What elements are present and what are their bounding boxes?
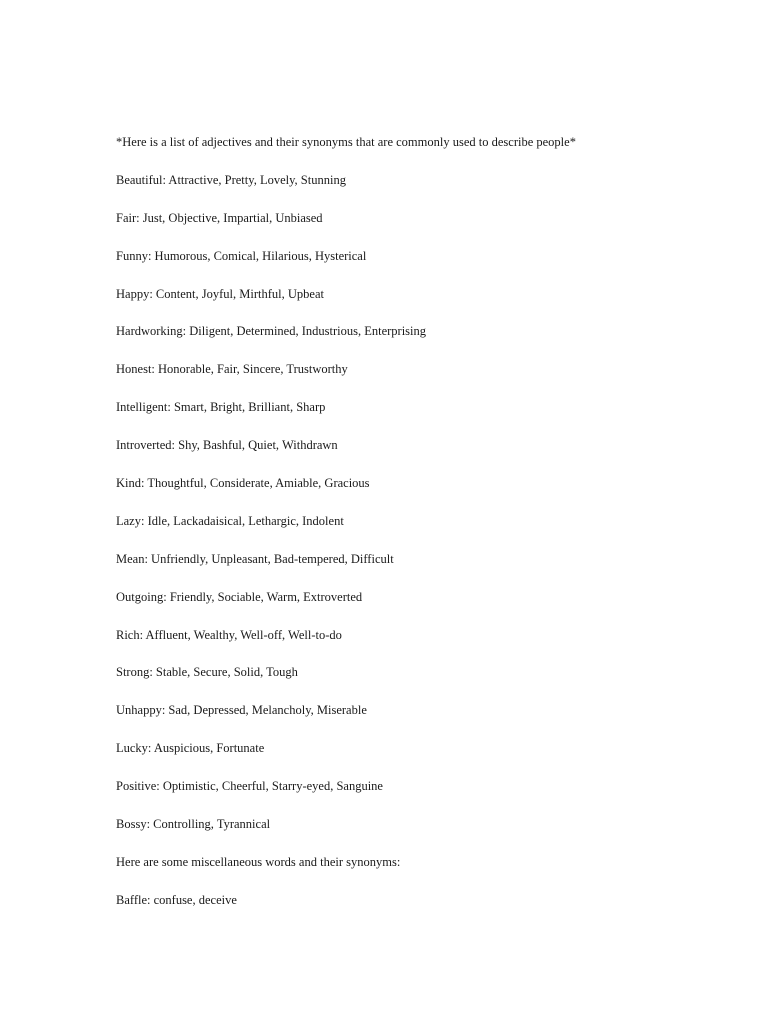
intro-text: *Here is a list of adjectives and their synonyms that are commonly used to describe people* [116,135,576,149]
misc-heading: Here are some miscellaneous words and their synonyms: [116,854,401,869]
synonym-entry: Positive: Optimistic, Cheerful, Starry-eyed, Sanguine [116,779,383,794]
synonym-entry: Intelligent: Smart, Bright, Brilliant, Sharp [116,400,326,415]
synonym-entry: Strong: Stable, Secure, Solid, Tough [116,665,298,680]
synonym-entry: Happy: Content, Joyful, Mirthful, Upbeat [116,286,324,301]
synonym-entry: Hardworking: Diligent, Determined, Industrious, Enterprising [116,324,427,339]
synonym-entry: Outgoing: Friendly, Sociable, Warm, Extroverted [116,589,363,604]
synonym-entry: Fair: Just, Objective, Impartial, Unbiased [116,210,323,225]
synonym-entry: Bossy: Controlling, Tyrannical [116,817,271,832]
synonym-entry: Rich: Affluent, Wealthy, Well-off, Well-to-do [116,627,342,642]
synonym-entry: Kind: Thoughtful, Considerate, Amiable, Gracious [116,476,370,491]
document-body [116,132,736,928]
synonym-entry: Mean: Unfriendly, Unpleasant, Bad-tempered, Difficult [116,551,394,566]
synonym-entry: Beautiful: Attractive, Pretty, Lovely, Stunning [116,172,346,187]
synonym-entry: Introverted: Shy, Bashful, Quiet, Withdrawn [116,438,338,453]
synonym-entry: Lucky: Auspicious, Fortunate [116,741,265,756]
synonym-entry: Honest: Honorable, Fair, Sincere, Trustworthy [116,362,348,377]
synonym-entry: Funny: Humorous, Comical, Hilarious, Hysterical [116,248,367,263]
synonym-entry: Lazy: Idle, Lackadaisical, Lethargic, Indolent [116,513,344,528]
misc-entry: Baffle: confuse, deceive [116,892,237,907]
synonym-entry: Unhappy: Sad, Depressed, Melancholy, Miserable [116,703,367,718]
